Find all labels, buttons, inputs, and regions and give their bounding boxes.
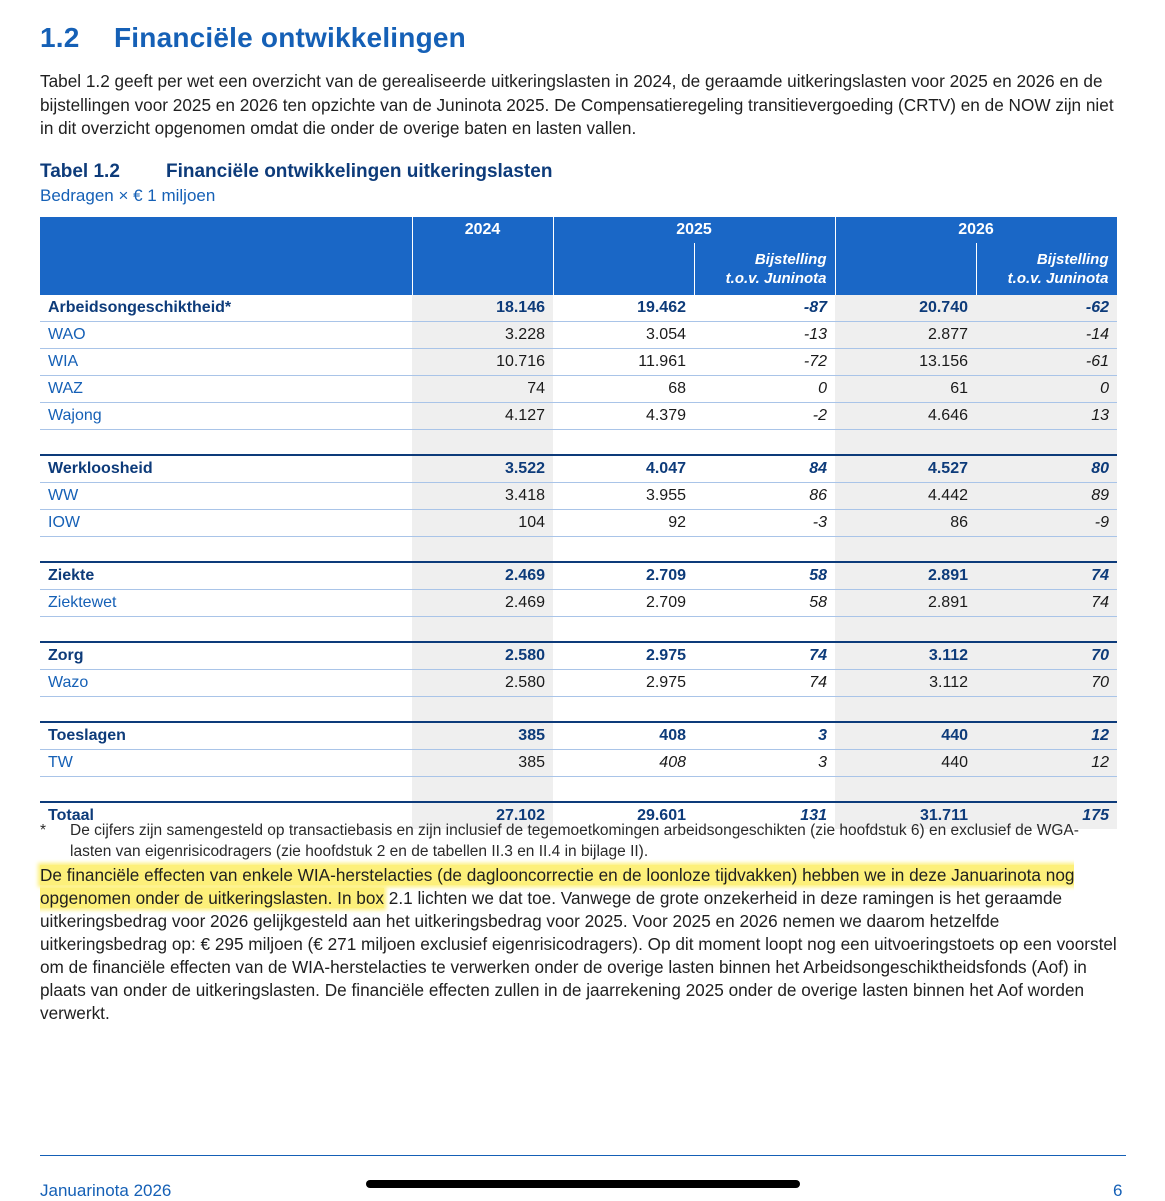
cell-adj-2025: 74 xyxy=(694,670,835,697)
cell-2024: 74 xyxy=(412,376,553,403)
footer-page-number: 6 xyxy=(1113,1181,1123,1200)
cell-adj-2026: 70 xyxy=(976,642,1117,670)
footer-document-title: Januarinota 2026 xyxy=(40,1181,172,1200)
row-label: WAZ xyxy=(40,376,412,403)
table-number: Tabel 1.2 xyxy=(40,161,120,182)
header-2025: 2025 xyxy=(553,217,835,243)
cell-adj-2026: 12 xyxy=(976,722,1117,750)
header-empty xyxy=(40,243,412,295)
cell-adj-2025: 58 xyxy=(694,590,835,617)
cell-adj-2025: 3 xyxy=(694,750,835,777)
table-row xyxy=(40,403,1117,430)
spacer-cell xyxy=(694,617,835,643)
spacer-cell xyxy=(553,617,694,643)
cell-2025: 92 xyxy=(553,510,694,537)
header-adjustment-2026 xyxy=(976,243,1117,295)
adj-line-1: Bijstelling xyxy=(754,251,827,268)
cell-2026: 4.646 xyxy=(835,403,976,430)
cell-2024: 104 xyxy=(412,510,553,537)
cell-2024: 10.716 xyxy=(412,349,553,376)
cell-2024: 3.522 xyxy=(412,455,553,483)
table-row xyxy=(40,349,1117,376)
spacer-cell xyxy=(412,777,553,803)
spacer-cell xyxy=(412,537,553,563)
table-spacer-row xyxy=(40,777,1117,803)
spacer-cell xyxy=(412,697,553,723)
cell-2025: 29.601 xyxy=(553,802,694,829)
cell-adj-2026: -62 xyxy=(976,295,1117,322)
table-row-category xyxy=(40,562,1117,590)
financial-table xyxy=(40,217,1118,829)
row-label: WW xyxy=(40,483,412,510)
cell-2025: 2.975 xyxy=(553,642,694,670)
cell-2025: 3.054 xyxy=(553,322,694,349)
cell-2025: 68 xyxy=(553,376,694,403)
section-number: 1.2 xyxy=(40,22,80,53)
cell-adj-2026: 13 xyxy=(976,403,1117,430)
cell-2025: 4.379 xyxy=(553,403,694,430)
cell-2025: 2.709 xyxy=(553,562,694,590)
spacer-cell xyxy=(694,777,835,803)
header-empty xyxy=(835,243,976,295)
row-label: Totaal xyxy=(40,802,412,829)
table-footnote xyxy=(40,820,1115,862)
cell-2026: 31.711 xyxy=(835,802,976,829)
cell-adj-2026: 74 xyxy=(976,590,1117,617)
body-paragraph xyxy=(40,864,1120,1025)
cell-2026: 86 xyxy=(835,510,976,537)
adj-line-2: t.o.v. Juninota xyxy=(725,270,827,287)
table-row xyxy=(40,322,1117,349)
cell-adj-2025: 3 xyxy=(694,722,835,750)
cell-2026: 440 xyxy=(835,722,976,750)
cell-2024: 4.127 xyxy=(412,403,553,430)
table-row-category xyxy=(40,722,1117,750)
table-header-years xyxy=(40,217,1117,243)
table-row-category xyxy=(40,642,1117,670)
row-label: TW xyxy=(40,750,412,777)
header-empty xyxy=(553,243,694,295)
spacer-cell xyxy=(835,617,976,643)
cell-2026: 2.877 xyxy=(835,322,976,349)
cell-2024: 2.469 xyxy=(412,590,553,617)
cell-2024: 385 xyxy=(412,722,553,750)
spacer-cell xyxy=(835,537,976,563)
cell-adj-2025: -13 xyxy=(694,322,835,349)
spacer-cell xyxy=(976,697,1117,723)
cell-2026: 4.442 xyxy=(835,483,976,510)
row-label: Wazo xyxy=(40,670,412,697)
row-label: WIA xyxy=(40,349,412,376)
header-label-cell xyxy=(40,217,412,243)
highlighted-text: De financiële effecten van enkele WIA-herstelacties (de daglooncorrectie en de loonloze tijdvakken) hebben we in deze Januarinota nog opgenomen onder de uitkeringslasten. In box xyxy=(40,865,1075,908)
cell-2024: 2.580 xyxy=(412,642,553,670)
spacer-cell xyxy=(40,617,412,643)
spacer-cell xyxy=(694,430,835,456)
adj-line-2: t.o.v. Juninota xyxy=(1007,270,1109,287)
cell-2024: 3.418 xyxy=(412,483,553,510)
section-title: Financiële ontwikkelingen xyxy=(114,22,466,53)
spacer-cell xyxy=(553,777,694,803)
spacer-cell xyxy=(835,697,976,723)
row-label: Ziekte xyxy=(40,562,412,590)
cell-2024: 385 xyxy=(412,750,553,777)
cell-adj-2026: 175 xyxy=(976,802,1117,829)
spacer-cell xyxy=(553,430,694,456)
table-header-adjustments xyxy=(40,243,1117,295)
table-spacer-row xyxy=(40,617,1117,643)
spacer-cell xyxy=(40,777,412,803)
adj-line-1: Bijstelling xyxy=(1036,251,1109,268)
spacer-cell xyxy=(694,537,835,563)
table-row xyxy=(40,376,1117,403)
cell-2026: 13.156 xyxy=(835,349,976,376)
cell-adj-2026: 12 xyxy=(976,750,1117,777)
cell-2026: 3.112 xyxy=(835,670,976,697)
spacer-cell xyxy=(40,537,412,563)
section-heading xyxy=(40,22,466,54)
header-adjustment-2025 xyxy=(694,243,835,295)
spacer-cell xyxy=(835,777,976,803)
cell-2026: 2.891 xyxy=(835,562,976,590)
cell-2025: 2.975 xyxy=(553,670,694,697)
cell-2025: 19.462 xyxy=(553,295,694,322)
spacer-cell xyxy=(40,697,412,723)
table-title: Financiële ontwikkelingen uitkeringslasten xyxy=(166,161,553,182)
cell-2025: 11.961 xyxy=(553,349,694,376)
cell-adj-2025: 131 xyxy=(694,802,835,829)
cell-2025: 408 xyxy=(553,722,694,750)
table-spacer-row xyxy=(40,537,1117,563)
spacer-cell xyxy=(412,430,553,456)
home-indicator[interactable] xyxy=(366,1180,800,1188)
cell-adj-2026: 74 xyxy=(976,562,1117,590)
row-label: IOW xyxy=(40,510,412,537)
cell-adj-2025: -3 xyxy=(694,510,835,537)
spacer-cell xyxy=(553,697,694,723)
cell-2024: 18.146 xyxy=(412,295,553,322)
cell-2025: 4.047 xyxy=(553,455,694,483)
cell-adj-2025: -2 xyxy=(694,403,835,430)
cell-2025: 2.709 xyxy=(553,590,694,617)
row-label: Wajong xyxy=(40,403,412,430)
cell-2026: 61 xyxy=(835,376,976,403)
cell-adj-2025: 86 xyxy=(694,483,835,510)
paragraph-rest: 2.1 lichten we dat toe. Vanwege de grote onzekerheid in deze ramingen is het geraamde uitkeringsbedrag voor 2026 gelijkgesteld aan het uitkeringsbedrag voor 2025. Voor 2025 en 2026 nemen we daarom hetzelfde uitkeringsbedrag op: € 295 miljoen (€ 271 miljoen exclusief eigenrisicodragers). Op dit moment loopt nog een uitvoeringstoets op een voorstel om de financiële effecten van de WIA-herstelacties te verwerken onder de overige lasten binnen het Arbeidsongeschiktheidsfonds (Aof) in plaats van onder de uitkeringslasten. De financiële effecten zullen in de jaarrekening 2025 onder de overige lasten binnen het Aof worden verwerkt. xyxy=(40,888,1117,1023)
table-row xyxy=(40,750,1117,777)
cell-adj-2026: -14 xyxy=(976,322,1117,349)
spacer-cell xyxy=(694,697,835,723)
cell-2024: 2.469 xyxy=(412,562,553,590)
cell-adj-2025: -87 xyxy=(694,295,835,322)
row-label: Zorg xyxy=(40,642,412,670)
cell-adj-2026: 80 xyxy=(976,455,1117,483)
cell-adj-2025: -72 xyxy=(694,349,835,376)
cell-2024: 3.228 xyxy=(412,322,553,349)
row-label: Arbeidsongeschiktheid* xyxy=(40,295,412,322)
table-row xyxy=(40,483,1117,510)
cell-adj-2025: 0 xyxy=(694,376,835,403)
table-row xyxy=(40,590,1117,617)
row-label: Toeslagen xyxy=(40,722,412,750)
cell-2026: 20.740 xyxy=(835,295,976,322)
cell-2026: 2.891 xyxy=(835,590,976,617)
row-label: Werkloosheid xyxy=(40,455,412,483)
footer-divider xyxy=(40,1155,1126,1156)
row-label: Ziektewet xyxy=(40,590,412,617)
spacer-cell xyxy=(40,430,412,456)
row-label: WAO xyxy=(40,322,412,349)
spacer-cell xyxy=(835,430,976,456)
cell-adj-2025: 84 xyxy=(694,455,835,483)
cell-adj-2025: 74 xyxy=(694,642,835,670)
table-subtitle: Bedragen × € 1 miljoen xyxy=(40,186,216,205)
table-spacer-row xyxy=(40,430,1117,456)
intro-paragraph: Tabel 1.2 geeft per wet een overzicht van de gerealiseerde uitkeringslasten in 2024, de geraamde uitkeringslasten voor 2025 en 2026 en de bijstellingen voor 2025 en 2026 ten opzichte van de Juninota 2025. De Compensatieregeling transitievergoeding (CRTV) en de NOW zijn niet in dit overzicht opgenomen omdat die onder de overige baten en lasten vallen. xyxy=(40,71,1114,138)
spacer-cell xyxy=(976,777,1117,803)
footnote-marker: * xyxy=(40,822,47,839)
table-spacer-row xyxy=(40,697,1117,723)
footnote-text: De cijfers zijn samengesteld op transactiebasis en zijn inclusief de tegemoetkomingen arbeidsongeschikten (zie hoofdstuk 6) en exclusief de WGA-lasten van eigenrisicodragers (zie hoofdstuk 2 en de tabellen II.3 en II.4 in bijlage II). xyxy=(70,822,1079,860)
table-row xyxy=(40,510,1117,537)
spacer-cell xyxy=(976,430,1117,456)
cell-2025: 3.955 xyxy=(553,483,694,510)
header-empty xyxy=(412,243,553,295)
cell-adj-2026: 0 xyxy=(976,376,1117,403)
cell-2026: 3.112 xyxy=(835,642,976,670)
cell-2024: 2.580 xyxy=(412,670,553,697)
spacer-cell xyxy=(976,537,1117,563)
cell-2026: 440 xyxy=(835,750,976,777)
cell-adj-2026: 89 xyxy=(976,483,1117,510)
table-caption xyxy=(40,161,552,183)
spacer-cell xyxy=(553,537,694,563)
cell-2026: 4.527 xyxy=(835,455,976,483)
table-row xyxy=(40,670,1117,697)
cell-adj-2026: -9 xyxy=(976,510,1117,537)
header-2026: 2026 xyxy=(835,217,1117,243)
cell-adj-2025: 58 xyxy=(694,562,835,590)
header-2024: 2024 xyxy=(412,217,553,243)
cell-adj-2026: -61 xyxy=(976,349,1117,376)
cell-adj-2026: 70 xyxy=(976,670,1117,697)
spacer-cell xyxy=(976,617,1117,643)
table-row-category xyxy=(40,455,1117,483)
cell-2024: 27.102 xyxy=(412,802,553,829)
table-row-category xyxy=(40,295,1117,322)
spacer-cell xyxy=(412,617,553,643)
cell-2025: 408 xyxy=(553,750,694,777)
